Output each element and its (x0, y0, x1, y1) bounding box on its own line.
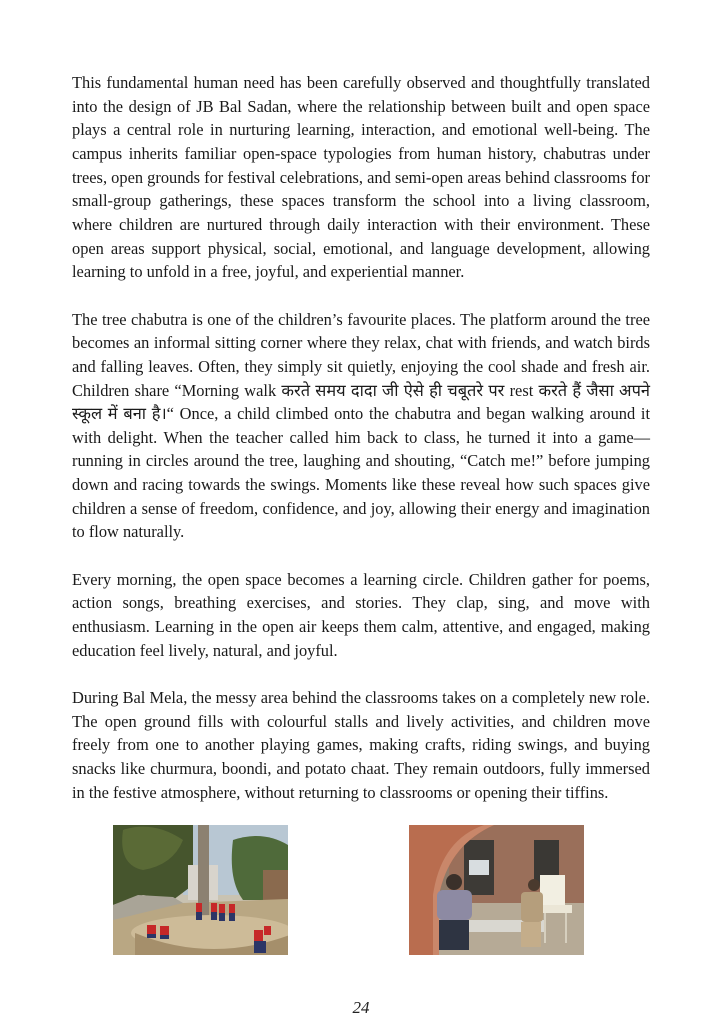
photo-tree-chabutra (113, 825, 288, 955)
page-number: 24 (352, 998, 370, 1017)
photo-children-under-arch (409, 825, 584, 955)
body-text (72, 71, 650, 828)
paragraph-design-philosophy: This fundamental human need has been carefully observed and thoughtfully translated into the design of JB Bal Sadan, where the relationship between built and open space plays a central role in nurturing learning, interaction, and emotional well-being. The campus inherits familiar open-space typologies from human history, chabutras under trees, open grounds for festival celebrations, and semi-open areas behind classrooms for small-group gatherings, these spaces transform the school into a living classroom, where children are nurtured through daily interaction with their environment. These open areas support physical, social, emotional, and language development, allowing learning to unfold in a free, joyful, and experiential manner. (72, 73, 650, 282)
paragraph-tree-chabutra: The tree chabutra is one of the children’s favourite places. The platform around the tree becomes an informal sitting corner where they relax, chat with friends, and watch birds and falling leaves. Often, they simply sit quietly, enjoying the cool shade and fresh air. Children share “Morning walk करते समय दादा जी ऐसे ही चबूतरे पर rest करते हैं जैसा अपने स्कूल में बना है।“ Once, a child climbed onto the chabutra and began walking around it with delight. When the teacher called him back to class, he turned it into a game—running in circles around the tree, laughing and shouting, “Catch me!” before jumping down and racing towards the swings. Moments like these reveal how such spaces give children a sense of freedom, confidence, and joy, allowing their energy and imagination to flow naturally. (72, 309, 650, 542)
paragraph-learning-circle: Every morning, the open space becomes a learning circle. Children gather for poems, action songs, breathing exercises, and stories. They clap, sing, and move with enthusiasm. Learning in the open air keeps them calm, attentive, and engaged, making education feel lively, natural, and joyful. (72, 569, 650, 660)
paragraph-bal-mela: During Bal Mela, the messy area behind the classrooms takes on a completely new role. The open ground fills with colourful stalls and lively activities, and children move freely from one to another playing games, making crafts, riding swings, and buying snacks like churmura, boondi, and potato chaat. They remain outdoors, fully immersed in the festive atmosphere, without returning to classrooms or opening their tiffins. (72, 688, 650, 802)
